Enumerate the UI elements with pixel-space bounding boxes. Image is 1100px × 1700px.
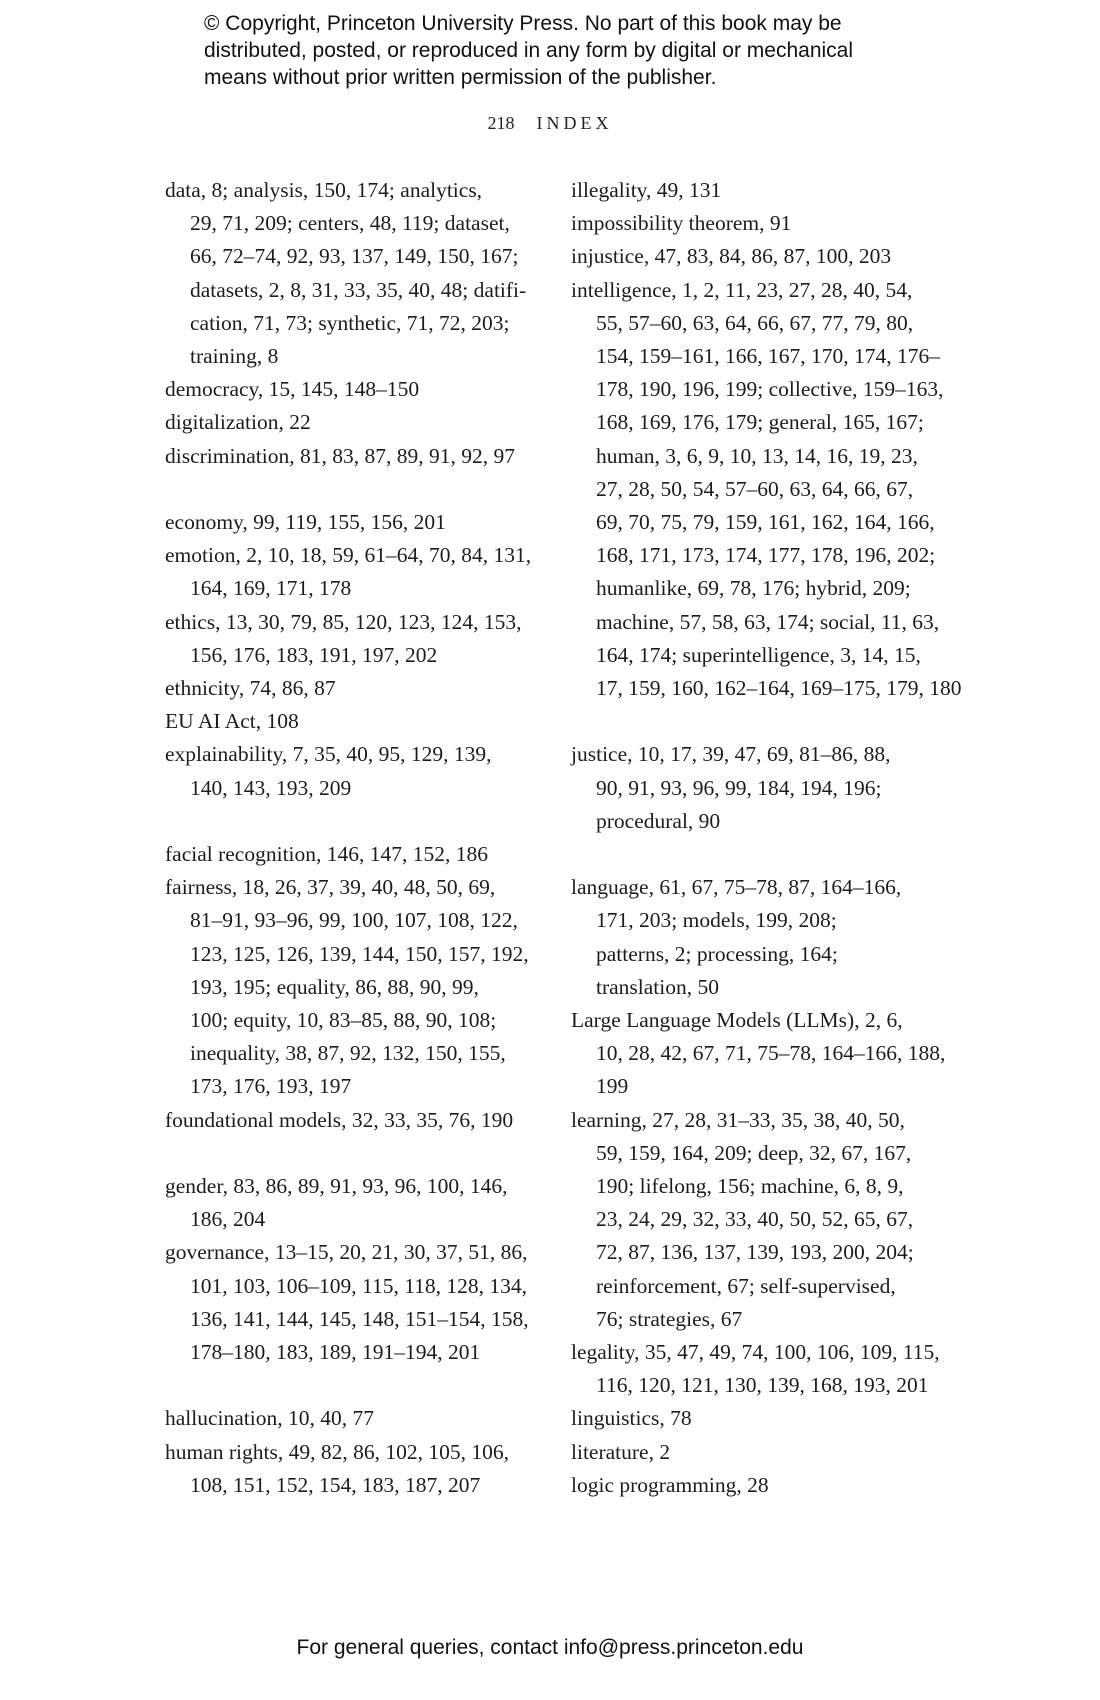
index-column-right	[571, 174, 962, 1502]
index-entry-continuation-line: 178–180, 183, 189, 191–194, 201	[190, 1340, 481, 1365]
index-entry-continuation-line: datasets, 2, 8, 31, 33, 35, 40, 48; datifi-	[190, 277, 527, 302]
running-head-label: INDEX	[536, 113, 613, 133]
index-entry-continuation-line: procedural, 90	[596, 808, 721, 833]
index-entry	[165, 1436, 545, 1502]
index-entry	[165, 373, 545, 406]
index-entry-continuation-line: 29, 71, 209; centers, 48, 119; dataset,	[190, 211, 510, 236]
index-entry	[165, 838, 545, 871]
index-entry-heading-line: gender, 83, 86, 89, 91, 93, 96, 100, 146,	[165, 1174, 508, 1199]
index-entry-continuation-line: 101, 103, 106–109, 115, 118, 128, 134,	[190, 1273, 528, 1298]
index-entry-continuation-line: 55, 57–60, 63, 64, 66, 67, 77, 79, 80,	[596, 310, 914, 335]
index-entry-continuation-line: 100; equity, 10, 83–85, 88, 90, 108;	[190, 1008, 497, 1033]
index-entry-continuation-line: human, 3, 6, 9, 10, 13, 14, 16, 19, 23,	[596, 443, 918, 468]
index-entry-continuation-line: inequality, 38, 87, 92, 132, 150, 155,	[190, 1041, 506, 1066]
index-entry	[165, 1170, 545, 1236]
index-entry	[571, 1004, 951, 1104]
index-entry-heading-line: foundational models, 32, 33, 35, 76, 190	[165, 1107, 514, 1132]
index-entry-continuation-line: patterns, 2; processing, 164;	[596, 941, 838, 966]
index-entry-heading-line: emotion, 2, 10, 18, 59, 61–64, 70, 84, 131,	[165, 543, 532, 568]
index-entry-continuation-line: 69, 70, 75, 79, 159, 161, 162, 164, 166,	[596, 510, 935, 535]
index-entry	[165, 672, 545, 705]
index-entry-continuation-line: 156, 176, 183, 191, 197, 202	[190, 642, 438, 667]
letter-group-spacer	[571, 705, 951, 738]
copyright-line: distributed, posted, or reproduced in any form by digital or mechanical	[204, 39, 854, 62]
index-entry	[571, 1336, 951, 1402]
index-entry-heading-line: learning, 27, 28, 31–33, 35, 38, 40, 50,	[571, 1107, 905, 1132]
index-entry-heading-line: discrimination, 81, 83, 87, 89, 91, 92, 97	[165, 443, 515, 468]
index-entry	[165, 1402, 545, 1435]
index-entry-continuation-line: 116, 120, 121, 130, 139, 168, 193, 201	[596, 1373, 929, 1398]
index-entry	[165, 1236, 545, 1369]
index-entry-heading-line: governance, 13–15, 20, 21, 30, 37, 51, 86,	[165, 1240, 528, 1265]
index-entry-continuation-line: 164, 169, 171, 178	[190, 576, 352, 601]
index-entry	[165, 440, 545, 473]
index-entry-continuation-line: 72, 87, 136, 137, 139, 193, 200, 204;	[596, 1240, 914, 1265]
index-entry-continuation-line: 76; strategies, 67	[596, 1306, 743, 1331]
index-entry-heading-line: ethics, 13, 30, 79, 85, 120, 123, 124, 153,	[165, 609, 522, 634]
index-entry-continuation-line: 23, 24, 29, 32, 33, 40, 50, 52, 65, 67,	[596, 1207, 914, 1232]
index-entry-continuation-line: 168, 171, 173, 174, 177, 178, 196, 202;	[596, 543, 936, 568]
index-entry-heading-line: illegality, 49, 131	[571, 178, 722, 202]
index-entry	[165, 1104, 545, 1137]
index-entry-heading-line: injustice, 47, 83, 84, 86, 87, 100, 203	[571, 244, 892, 269]
index-entry-heading-line: fairness, 18, 26, 37, 39, 40, 48, 50, 69,	[165, 875, 496, 900]
index-entry-heading-line: language, 61, 67, 75–78, 87, 164–166,	[571, 875, 902, 900]
index-entry-continuation-line: 178, 190, 196, 199; collective, 159–163,	[596, 377, 944, 402]
index-entry	[165, 406, 545, 439]
index-entry-continuation-line: 10, 28, 42, 67, 71, 75–78, 164–166, 188,	[596, 1041, 946, 1066]
copyright-notice	[204, 10, 964, 91]
index-entry-continuation-line: 136, 141, 144, 145, 148, 151–154, 158,	[190, 1306, 529, 1331]
index-entry-continuation-line: cation, 71, 73; synthetic, 71, 72, 203;	[190, 310, 510, 335]
index-entry	[165, 705, 545, 738]
index-entry-continuation-line: 186, 204	[190, 1207, 266, 1232]
running-head	[0, 113, 1100, 134]
index-entry-continuation-line: 66, 72–74, 92, 93, 137, 149, 150, 167;	[190, 244, 519, 269]
index-entry-heading-line: human rights, 49, 82, 86, 102, 105, 106,	[165, 1439, 509, 1464]
index-entry	[571, 1402, 951, 1435]
index-entry-heading-line: logic programming, 28	[571, 1472, 769, 1497]
letter-group-spacer	[571, 838, 951, 871]
index-entry-continuation-line: 168, 169, 176, 179; general, 165, 167;	[596, 410, 924, 435]
index-entry	[571, 1104, 951, 1336]
copyright-line: © Copyright, Princeton University Press. No part of this book may be	[204, 12, 842, 35]
index-entry	[571, 871, 951, 1004]
index-entry	[165, 606, 545, 672]
letter-group-spacer	[165, 805, 545, 838]
index-entry	[165, 539, 545, 605]
index-entry-continuation-line: 199	[596, 1074, 629, 1099]
index-entry-continuation-line: training, 8	[190, 344, 279, 369]
index-entry	[165, 738, 545, 804]
index-entry	[571, 174, 951, 207]
index-entry-continuation-line: 154, 159–161, 166, 167, 170, 174, 176–	[596, 344, 940, 369]
index-entry-continuation-line: 171, 203; models, 199, 208;	[596, 908, 837, 933]
index-entry-continuation-line: 81–91, 93–96, 99, 100, 107, 108, 122,	[190, 908, 518, 933]
index-entry-heading-line: explainability, 7, 35, 40, 95, 129, 139,	[165, 742, 492, 767]
index-entry-continuation-line: 140, 143, 193, 209	[190, 775, 352, 800]
index-entry-continuation-line: translation, 50	[596, 974, 720, 999]
index-entry-continuation-line: 17, 159, 160, 162–164, 169–175, 179, 180	[596, 676, 962, 701]
page-number: 218	[487, 113, 515, 133]
index-entry	[571, 1469, 951, 1502]
index-entry-heading-line: hallucination, 10, 40, 77	[165, 1406, 374, 1431]
index-entry-continuation-line: 190; lifelong, 156; machine, 6, 8, 9,	[596, 1174, 904, 1199]
index-column-left	[165, 174, 545, 1502]
index-entry	[571, 1436, 951, 1469]
footer-contact: For general queries, contact info@press.princeton.edu	[296, 1636, 804, 1659]
index-entry-heading-line: ethnicity, 74, 86, 87	[165, 676, 336, 701]
index-entry-continuation-line: 90, 91, 93, 96, 99, 184, 194, 196;	[596, 775, 882, 800]
index-entry-heading-line: facial recognition, 146, 147, 152, 186	[165, 842, 489, 867]
letter-group-spacer	[165, 473, 545, 506]
index-entry	[571, 274, 962, 706]
index-entry-heading-line: literature, 2	[571, 1439, 671, 1464]
index-entry-heading-line: justice, 10, 17, 39, 47, 69, 81–86, 88,	[571, 742, 891, 767]
index-entry-heading-line: economy, 99, 119, 155, 156, 201	[165, 510, 446, 535]
index-entry-heading-line: intelligence, 1, 2, 11, 23, 27, 28, 40, 54,	[571, 277, 913, 302]
index-entry-heading-line: democracy, 15, 145, 148–150	[165, 377, 420, 402]
index-entry	[165, 871, 545, 1103]
index-entry-heading-line: linguistics, 78	[571, 1406, 692, 1431]
index-entry	[571, 240, 951, 273]
letter-group-spacer	[165, 1137, 545, 1170]
index-entry-heading-line: data, 8; analysis, 150, 174; analytics,	[165, 178, 483, 202]
index-entry-continuation-line: 108, 151, 152, 154, 183, 187, 207	[190, 1472, 481, 1497]
index-entry-heading-line: EU AI Act, 108	[165, 709, 299, 734]
index-entry	[571, 738, 951, 838]
index-entry	[165, 174, 545, 373]
index-entry-continuation-line: 164, 174; superintelligence, 3, 14, 15,	[596, 642, 921, 667]
index-entry-heading-line: impossibility theorem, 91	[571, 211, 792, 236]
index-entry	[571, 207, 951, 240]
index-entry-continuation-line: humanlike, 69, 78, 176; hybrid, 209;	[596, 576, 911, 601]
index-entry-heading-line: legality, 35, 47, 49, 74, 100, 106, 109, 115,	[571, 1340, 940, 1365]
index-entry-continuation-line: 193, 195; equality, 86, 88, 90, 99,	[190, 974, 479, 999]
index-entry-continuation-line: reinforcement, 67; self-supervised,	[596, 1273, 896, 1298]
letter-group-spacer	[165, 1369, 545, 1402]
index-entry-heading-line: Large Language Models (LLMs), 2, 6,	[571, 1008, 903, 1033]
index-entry	[165, 506, 545, 539]
index-entry-heading-line: digitalization, 22	[165, 410, 311, 435]
index-entry-continuation-line: machine, 57, 58, 63, 174; social, 11, 63,	[596, 609, 940, 634]
copyright-line: means without prior written permission of the publisher.	[204, 66, 717, 89]
index-entry-continuation-line: 123, 125, 126, 139, 144, 150, 157, 192,	[190, 941, 529, 966]
index-entry-continuation-line: 59, 159, 164, 209; deep, 32, 67, 167,	[596, 1140, 912, 1165]
index-entry-continuation-line: 173, 176, 193, 197	[190, 1074, 352, 1099]
index-entry-continuation-line: 27, 28, 50, 54, 57–60, 63, 64, 66, 67,	[596, 476, 914, 501]
